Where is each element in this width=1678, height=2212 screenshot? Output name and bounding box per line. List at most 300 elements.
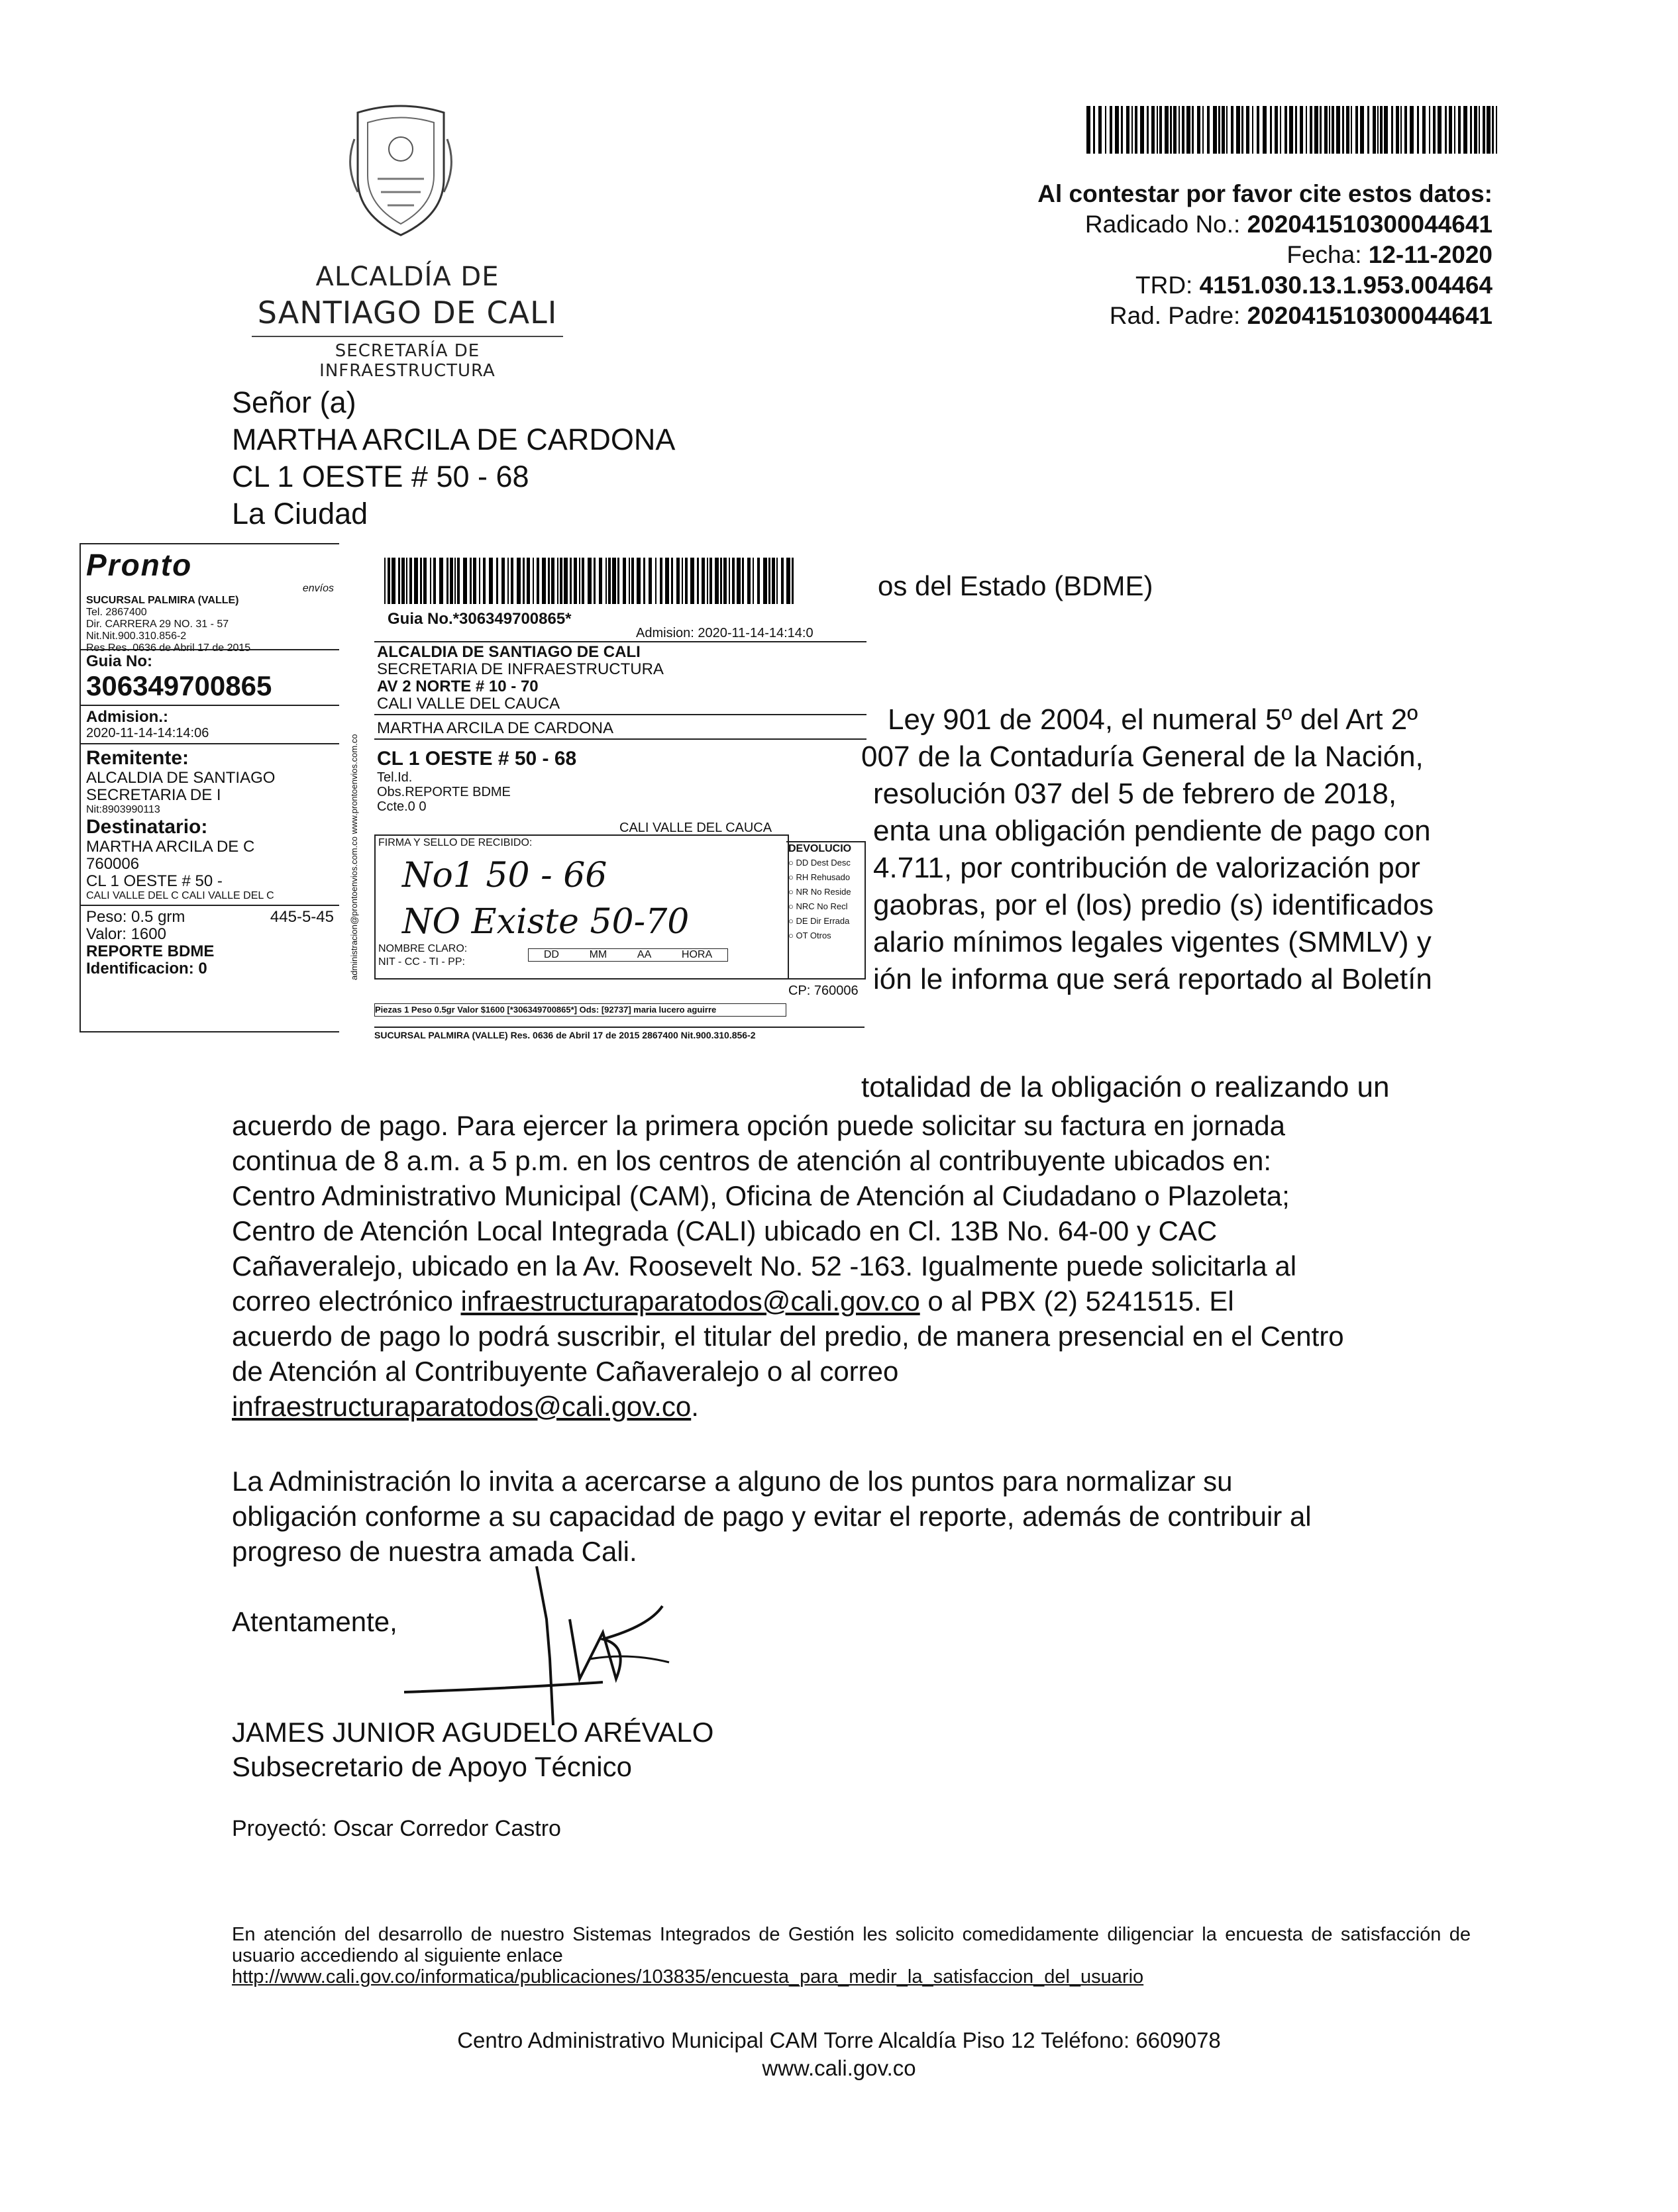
courier-header — [81, 544, 339, 654]
barcode-bar — [463, 558, 467, 604]
barcode-bar — [1105, 106, 1106, 154]
partial-text-10: totalidad de la obligación o realizando un — [861, 1071, 1390, 1103]
barcode-bar — [430, 558, 431, 604]
barcode-bar — [384, 558, 386, 604]
remitente-line: SECRETARIA DE I — [86, 786, 221, 804]
barcode-bar — [489, 558, 493, 604]
fecha-value: 12-11-2020 — [1368, 241, 1493, 268]
sucursal: SUCURSAL PALMIRA (VALLE) — [86, 595, 239, 606]
barcode-bar — [414, 558, 418, 604]
peso: Peso: 0.5 grm — [86, 908, 185, 926]
recipient-ccte: Ccte.0 0 — [377, 799, 427, 814]
barcode-bar — [637, 558, 641, 604]
date-hora: HORA — [681, 949, 713, 960]
recipient-obs: Obs.REPORTE BDME — [377, 785, 511, 799]
partial-text-1: os del Estado (BDME) — [878, 570, 1153, 601]
barcode-bar — [1179, 106, 1180, 154]
partial-text-9: ión le informa que será reportado al Boletín — [873, 963, 1432, 995]
barcode-bar — [1147, 106, 1149, 154]
barcode-bar — [1384, 106, 1388, 154]
barcode-bar — [629, 558, 630, 604]
recipient-name: MARTHA ARCILA DE CARDONA — [377, 719, 613, 737]
barcode-bar — [608, 558, 611, 604]
shipment-type: REPORTE BDME — [86, 942, 215, 960]
return-option-label: NRC No Recl — [796, 901, 848, 911]
barcode-bar — [582, 558, 584, 604]
body-line: La Administración lo invita a acercarse a alguno de los puntos para normalizar su — [232, 1466, 1233, 1497]
barcode-bar — [1257, 106, 1259, 154]
body-line — [232, 1354, 1471, 1389]
return-option-label: DD Dest Desc — [796, 858, 851, 868]
return-option-label: OT Otros — [796, 930, 831, 940]
barcode-bar — [715, 558, 719, 604]
barcode-bar — [1126, 106, 1129, 154]
barcode-bar — [768, 558, 770, 604]
body-line: progreso de nuestra amada Cali. — [232, 1536, 637, 1567]
partial-text-4: resolución 037 del 5 de febrero de 2018, — [873, 778, 1397, 810]
pieces-line: Piezas 1 Peso 0.5gr Valor $1600 [*306349700865*] Ods: [92737] maria lucero aguirre — [374, 1003, 786, 1017]
barcode-bar — [560, 558, 562, 604]
barcode-bar — [720, 558, 722, 604]
return-option: ○ DD Dest Desc — [788, 858, 851, 868]
barcode-bar — [757, 558, 760, 604]
survey-text: En atención del desarrollo de nuestro Sistemas Integrados de Gestión les solicito comedidamente diligenciar la encuesta de satisfacción de usuario accediendo al siguiente enlace — [232, 1924, 1471, 1966]
remitente-nit: Nit:8903990113 — [86, 804, 160, 815]
barcode-bar — [479, 558, 480, 604]
body-line: Cañaveralejo, ubicado en la Av. Roosevelt No. 52 -163. Igualmente puede solicitarla al — [232, 1250, 1297, 1282]
rad-padre-label: Rad. Padre: — [1109, 302, 1241, 329]
barcode-bar — [1320, 106, 1322, 154]
barcode-bar — [1396, 106, 1399, 154]
radicado-value: 202041510300044641 — [1247, 211, 1493, 238]
barcode-bar — [1093, 106, 1095, 154]
recipient-tel: Tel.Id. — [377, 770, 413, 785]
barcode-bar — [1391, 106, 1393, 154]
date-mm: MM — [589, 949, 607, 960]
courier-nit: Nit.Nit.900.310.856-2 — [86, 630, 187, 642]
org-line-2: SANTIAGO DE CALI — [257, 295, 558, 330]
barcode-bar — [649, 558, 652, 604]
barcode-bar — [1474, 106, 1477, 154]
courier-logo-sub: envíos — [302, 583, 334, 594]
barcode-bar — [1182, 106, 1184, 154]
sender-box — [374, 641, 866, 715]
barcode-bar — [1115, 106, 1119, 154]
body-line: acuerdo de pago. Para ejercer la primera opción puede solicitar su factura en jornada — [232, 1110, 1285, 1141]
trd-value: 4151.030.13.1.953.004464 — [1199, 272, 1493, 299]
barcode-bar — [1367, 106, 1369, 154]
identificacion: Identificacion: 0 — [86, 960, 207, 978]
date-aa: AA — [637, 949, 652, 960]
barcode-bar — [1213, 106, 1217, 154]
barcode-bar — [682, 558, 683, 604]
barcode-bar — [574, 558, 577, 604]
barcode-bar — [1306, 106, 1307, 154]
org-divider — [252, 336, 563, 337]
barcode-bar — [1487, 106, 1491, 154]
partial-text-8: alario mínimos legales vigentes (SMMLV) y — [873, 926, 1432, 958]
barcode-bar — [1332, 106, 1334, 154]
body-paragraph-1 — [232, 1108, 1471, 1424]
partial-text-7: gaobras, por el (los) predio (s) identificados — [873, 889, 1434, 921]
guia-label: Guia No: — [86, 652, 152, 670]
admision-label: Admision.: — [86, 708, 168, 726]
barcode-bar — [1324, 106, 1328, 154]
closing: Atentamente, — [232, 1606, 397, 1637]
barcode-bar — [548, 558, 550, 604]
barcode-bar — [1351, 106, 1352, 154]
barcode-bar — [454, 558, 456, 604]
barcode-bar — [702, 558, 705, 604]
barcode-bar — [697, 558, 699, 604]
barcode-bar — [792, 558, 794, 604]
barcode-bar — [623, 558, 626, 604]
barcode-bar — [753, 558, 754, 604]
firma-label: FIRMA Y SELLO DE RECIBIDO: — [378, 837, 533, 848]
barcode-bar — [786, 558, 790, 604]
shipping-label-main — [349, 556, 861, 1046]
barcode-bar — [1295, 106, 1297, 154]
word: al — [790, 1356, 812, 1387]
body-paragraph-2 — [232, 1464, 1471, 1569]
barcode-bar — [470, 558, 472, 604]
barcode-bar — [579, 558, 580, 604]
word: correo — [819, 1356, 899, 1387]
body-line: Centro Administrativo Municipal (CAM), Oficina de Atención al Ciudadano o Plazoleta; — [232, 1180, 1290, 1211]
sender-line: CALI VALLE DEL CAUCA — [377, 695, 560, 713]
date-dd: DD — [543, 949, 559, 960]
barcode-bar — [401, 558, 405, 604]
barcode-bar — [533, 558, 534, 604]
barcode-bar — [742, 558, 744, 604]
barcode-bar — [406, 558, 407, 604]
barcode-bar — [1429, 106, 1430, 154]
sender-line: SECRETARIA DE INFRAESTRUCTURA — [377, 660, 664, 678]
footer-web: www.cali.gov.co — [762, 2056, 916, 2080]
org-line-3: SECRETARÍA DE INFRAESTRUCTURA — [319, 341, 496, 381]
email-link[interactable]: infraestructuraparatodos@cali.gov.co — [460, 1285, 920, 1317]
partial-text-6: 4.711, por contribución de valorización por — [873, 852, 1420, 884]
valor: Valor: 1600 — [86, 925, 166, 943]
fecha-label: Fecha: — [1286, 241, 1362, 268]
projected-by: Proyectó: Oscar Corredor Castro — [232, 1816, 561, 1841]
barcode-bar — [763, 558, 767, 604]
rad-padre-value: 202041510300044641 — [1247, 302, 1493, 329]
barcode-bar — [1470, 106, 1472, 154]
barcode-bar — [1246, 106, 1249, 154]
signer-name: JAMES JUNIOR AGUDELO ARÉVALO — [232, 1717, 714, 1748]
destinatario-line: CALI VALLE DEL C CALI VALLE DEL C — [86, 890, 274, 901]
barcode-bar — [1346, 106, 1349, 154]
barcode-bar — [1270, 106, 1272, 154]
remitente-cell — [81, 744, 339, 906]
barcode-bar — [1098, 106, 1102, 154]
return-option: ○ OT Otros — [788, 930, 831, 940]
barcode-bar — [776, 558, 778, 604]
return-option: ○ NR No Reside — [788, 887, 851, 897]
barcode-bar — [1377, 106, 1379, 154]
addressee-name: MARTHA ARCILA DE CARDONA — [232, 423, 676, 456]
organization-name — [252, 262, 563, 381]
barcode-bar — [1252, 106, 1253, 154]
barcode-bar — [781, 558, 784, 604]
org-line-1: ALCALDÍA DE — [315, 262, 499, 292]
barcode-bar — [1400, 106, 1402, 154]
signer-block — [232, 1715, 713, 1784]
barcode-bar — [423, 558, 427, 604]
barcode-bar — [537, 558, 539, 604]
return-box — [786, 841, 866, 980]
barcode-bar — [709, 558, 712, 604]
handwritten-note-2: NO Existe 50-70 — [402, 902, 690, 942]
barcode-bar — [1342, 106, 1344, 154]
shipping-barcode — [384, 558, 795, 604]
cite-title: Al contestar por favor cite estos datos: — [1037, 180, 1493, 207]
partial-text-5: enta una obligación pendiente de pago con — [873, 815, 1431, 847]
barcode-bar — [1207, 106, 1210, 154]
courier-logo: Pronto — [86, 548, 193, 582]
barcode-bar — [1110, 106, 1112, 154]
salutation: Señor (a) — [232, 385, 356, 419]
body-line: acuerdo de pago lo podrá suscribir, el titular del predio, de manera presencial en el Centro — [232, 1321, 1344, 1352]
word: Cañaveralejo — [595, 1356, 760, 1387]
word: al — [385, 1356, 407, 1387]
partial-text-2: Ley 901 de 2004, el numeral 5º del Art 2º — [888, 703, 1418, 736]
barcode-bar — [523, 558, 525, 604]
barcode-bar — [1300, 106, 1303, 154]
sender-line: AV 2 NORTE # 10 - 70 — [377, 678, 539, 695]
document-barcode — [1086, 106, 1497, 154]
radicado-label: Radicado No.: — [1084, 211, 1241, 238]
side-text: administracion@prontoenvios.com.co www.prontoenvios.com.co — [349, 734, 359, 980]
postal-code: CP: 760006 — [788, 983, 859, 998]
barcode-bar — [1479, 106, 1480, 154]
barcode-bar — [1140, 106, 1144, 154]
barcode-bar — [1310, 106, 1312, 154]
survey-note — [232, 1924, 1471, 1987]
barcode-bar — [517, 558, 521, 604]
addressee-city: La Ciudad — [232, 497, 368, 530]
body-line: continua de 8 a.m. a 5 p.m. en los centros de atención al contribuyente ubicados en: — [232, 1145, 1271, 1176]
date-box — [528, 948, 728, 962]
barcode-bar — [1438, 106, 1442, 154]
barcode-bar — [729, 558, 730, 604]
barcode-bar — [1433, 106, 1436, 154]
barcode-bar — [511, 558, 513, 604]
remitente-label: Remitente: — [86, 747, 189, 769]
sender-line: ALCALDIA DE SANTIAGO DE CALI — [377, 643, 641, 661]
barcode-bar — [1218, 106, 1220, 154]
barcode-bar — [1170, 106, 1172, 154]
admision-value: 2020-11-14-14:14:06 — [86, 726, 209, 740]
body-line: obligación conforme a su capacidad de pago y evitar el reporte, además de contribuir al — [232, 1501, 1312, 1532]
footer-address: Centro Administrativo Municipal CAM Torre Alcaldía Piso 12 Teléfono: 6609078 — [457, 2028, 1221, 2052]
return-option: ○ DE Dir Errada — [788, 916, 850, 926]
barcode-bar — [707, 558, 708, 604]
recipient-address: CL 1 OESTE # 50 - 68 — [377, 748, 577, 770]
barcode-bar — [1222, 106, 1225, 154]
barcode-bar — [690, 558, 694, 604]
nit-label: NIT - CC - TI - PP: — [378, 956, 465, 968]
barcode-bar — [676, 558, 680, 604]
barcode-bar — [1186, 106, 1190, 154]
barcode-bar — [665, 558, 669, 604]
signature-box — [374, 834, 789, 980]
barcode-bar — [605, 558, 607, 604]
partial-text-3: 007 de la Contaduría General de la Nación, — [861, 740, 1424, 773]
barcode-bar — [655, 558, 656, 604]
barcode-bar — [1173, 106, 1177, 154]
barcode-bar — [1157, 106, 1158, 154]
barcode-bar — [612, 558, 616, 604]
barcode-bar — [557, 558, 558, 604]
barcode-bar — [1373, 106, 1376, 154]
word: Atención — [269, 1356, 378, 1387]
body-text: correo electrónico — [232, 1285, 453, 1317]
destinatario-line: CL 1 OESTE # 50 - — [86, 872, 223, 890]
nombre-label: NOMBRE CLARO: — [378, 943, 468, 954]
barcode-bar — [1454, 106, 1455, 154]
barcode-bar — [1483, 106, 1485, 154]
barcode-bar — [599, 558, 602, 604]
page-footer — [0, 2027, 1678, 2082]
barcode-bar — [507, 558, 509, 604]
barcode-bar — [564, 558, 568, 604]
barcode-bar — [433, 558, 436, 604]
barcode-bar — [409, 558, 412, 604]
barcode-bar — [388, 558, 390, 604]
body-text: o al PBX (2) 5241515. El — [927, 1285, 1234, 1317]
barcode-bar — [732, 558, 735, 604]
courier-dir: Dir. CARRERA 29 NO. 31 - 57 — [86, 619, 229, 630]
return-option: ○ NRC No Recl — [788, 901, 848, 911]
barcode-bar — [594, 558, 596, 604]
courier-res: Res Res. 0636 de Abril 17 de 2015 — [86, 642, 251, 654]
barcode-bar — [1422, 106, 1426, 154]
barcode-bar — [1263, 106, 1267, 154]
citation-block — [1037, 179, 1493, 331]
guia-number: 306349700865 — [86, 670, 272, 701]
barcode-bar — [1197, 106, 1200, 154]
barcode-bar — [1151, 106, 1155, 154]
barcode-bar — [1380, 106, 1383, 154]
barcode-bar — [1236, 106, 1240, 154]
barcode-bar — [1131, 106, 1133, 154]
barcode-bar — [1231, 106, 1233, 154]
destinatario-label: Destinatario: — [86, 816, 208, 838]
addressee-address: CL 1 OESTE # 50 - 68 — [232, 460, 529, 493]
guia-cell — [81, 650, 339, 706]
route-code: 445-5-45 — [270, 908, 334, 926]
barcode-bar — [501, 558, 505, 604]
barcode-bar — [1280, 106, 1281, 154]
destinatario-line: MARTHA ARCILA DE C — [86, 838, 255, 856]
barcode-bar — [527, 558, 530, 604]
barcode-bar — [685, 558, 688, 604]
barcode-bar — [1165, 106, 1169, 154]
barcode-bar — [446, 558, 448, 604]
barcode-bar — [1241, 106, 1243, 154]
barcode-bar — [496, 558, 498, 604]
barcode-bar — [1329, 106, 1330, 154]
barcode-bar — [1275, 106, 1278, 154]
barcode-bar — [392, 558, 395, 604]
weight-cell — [81, 906, 339, 980]
barcode-bar — [660, 558, 662, 604]
destinatario-line: 760006 — [86, 855, 140, 873]
barcode-bar — [1445, 106, 1447, 154]
return-option-label: RH Rehusado — [796, 872, 851, 882]
barcode-bar — [617, 558, 619, 604]
barcode-bar — [1360, 106, 1364, 154]
barcode-bar — [1355, 106, 1358, 154]
return-options — [786, 856, 865, 943]
barcode-bar — [551, 558, 554, 604]
trd-label: TRD: — [1135, 272, 1193, 299]
barcode-bar — [1417, 106, 1419, 154]
return-option-label: NR No Reside — [796, 887, 851, 897]
barcode-bar — [439, 558, 443, 604]
barcode-bar — [1086, 106, 1090, 154]
body-line: Centro de Atención Local Integrada (CALI) ubicado en Cl. 13B No. 64-00 y CAC — [232, 1215, 1218, 1246]
barcode-bar — [1492, 106, 1494, 154]
barcode-bar — [1202, 106, 1204, 154]
barcode-bar — [643, 558, 645, 604]
label-guia: Guia No.*306349700865* — [388, 610, 572, 628]
barcode-bar — [1285, 106, 1287, 154]
barcode-bar — [588, 558, 592, 604]
barcode-bar — [483, 558, 486, 604]
barcode-bar — [772, 558, 775, 604]
barcode-bar — [542, 558, 546, 604]
return-option-label: DE Dir Errada — [796, 916, 850, 926]
word: o — [766, 1356, 783, 1387]
survey-link[interactable]: http://www.cali.gov.co/informatica/publicaciones/103835/encuesta_para_medir_la_satisfaccion_del_usuario — [232, 1966, 1144, 1987]
barcode-bar — [1289, 106, 1293, 154]
recipient-name-box — [374, 719, 866, 740]
barcode-bar — [450, 558, 453, 604]
barcode-bar — [1463, 106, 1467, 154]
signer-title: Subsecretario de Apoyo Técnico — [232, 1751, 632, 1782]
word: de — [232, 1356, 263, 1387]
barcode-bar — [671, 558, 673, 604]
barcode-bar — [723, 558, 727, 604]
barcode-bar — [1121, 106, 1123, 154]
label-admision: Admision: 2020-11-14-14:14:0 — [636, 626, 813, 640]
barcode-bar — [1192, 106, 1194, 154]
recipient-box — [374, 745, 866, 835]
body-line — [232, 1389, 1471, 1424]
barcode-bar — [631, 558, 634, 604]
sucursal-footer: SUCURSAL PALMIRA (VALLE) Res. 0636 de Abril 17 de 2015 2867400 Nit.900.310.856-2 — [374, 1027, 865, 1041]
barcode-bar — [1404, 106, 1407, 154]
barcode-bar — [737, 558, 741, 604]
handwritten-note-1: No1 50 - 66 — [402, 856, 607, 895]
courier-tel: Tel. 2867400 — [86, 607, 147, 618]
barcode-bar — [1410, 106, 1414, 154]
recipient-city: CALI VALLE DEL CAUCA — [619, 821, 772, 835]
barcode-bar — [1458, 106, 1461, 154]
barcode-bar — [1226, 106, 1228, 154]
barcode-bar — [1496, 106, 1497, 154]
barcode-bar — [398, 558, 400, 604]
admision-cell — [81, 706, 339, 744]
barcode-bar — [1449, 106, 1452, 154]
email-link[interactable]: infraestructuraparatodos@cali.gov.co — [232, 1391, 692, 1422]
word: Contribuyente — [414, 1356, 588, 1387]
shipping-label-stub — [79, 543, 339, 1032]
barcode-bar — [420, 558, 422, 604]
